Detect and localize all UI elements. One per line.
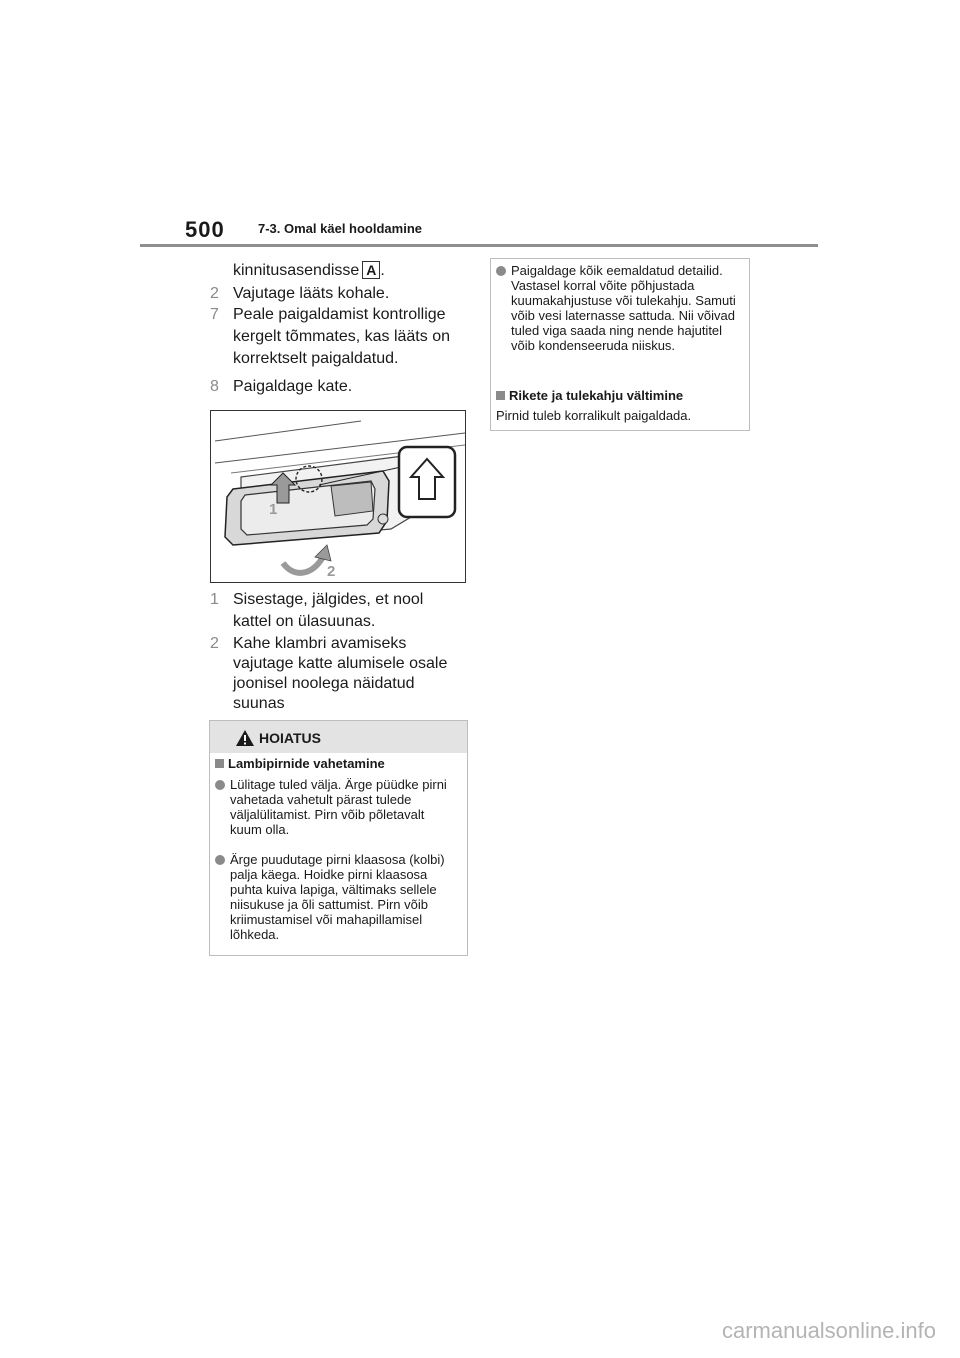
info-subheading bbox=[496, 388, 683, 403]
step-continued bbox=[233, 260, 385, 281]
step-text: Vajutage lääts kohale. bbox=[233, 285, 390, 302]
warning-bullet bbox=[215, 852, 463, 942]
bullet-dot-icon bbox=[215, 780, 225, 790]
step-continued-text: kinnitusasendisse bbox=[233, 262, 360, 279]
info-text: Pirnid tuleb korralikult paigaldada. bbox=[496, 408, 692, 423]
warning-box bbox=[209, 720, 468, 956]
step-item bbox=[210, 283, 465, 304]
watermark: carmanualsonline.info bbox=[721, 1318, 936, 1343]
warning-header bbox=[210, 721, 467, 753]
warning-bullet-text: Ärge puudutage pirni klaasosa (kolbi) palja käega. Hoidke pirni klaasosa puhta kuiva lapiga, vältimaks sellele niisukuse ja õli sattumist. Pirn võib kriimustamisel või mahapillamisel lõhkeda. bbox=[230, 852, 445, 942]
step-item bbox=[210, 634, 465, 714]
page-number: 500 bbox=[185, 217, 225, 242]
step-text: Paigaldage kate. bbox=[233, 378, 353, 395]
warning-triangle-icon bbox=[235, 729, 255, 747]
warning-title: HOIATUS bbox=[259, 730, 321, 746]
section-title: 7-3. Omal käel hooldamine bbox=[258, 221, 422, 236]
step-number: 7 bbox=[210, 306, 219, 323]
callout-1: 1 bbox=[269, 501, 278, 518]
step-item bbox=[210, 376, 465, 397]
step-item bbox=[210, 589, 465, 633]
step-item bbox=[210, 304, 465, 370]
bullet-dot-icon bbox=[496, 266, 506, 276]
step-text: Kahe klambri avamiseks vajutage katte alumisele osale joonisel noolega näidatud suunas bbox=[233, 635, 448, 712]
info-bullet-text: Paigaldage kõik eemaldatud detailid. Vastasel korral võite põhjustada kuumakahjustuse või tulekahju. Samuti võib vesi laternasse sattuda. Nii võivad tuled viga saada ning nende hajutitel võib kondenseeruda niiskus. bbox=[511, 263, 736, 353]
lamp-cover-drawing bbox=[211, 411, 465, 582]
info-box bbox=[490, 258, 750, 431]
warning-bullet bbox=[215, 777, 457, 837]
info-bullet bbox=[496, 263, 744, 353]
step-number: 8 bbox=[210, 378, 219, 395]
step-text: Peale paigaldamist kontrollige kergelt tõmmates, kas lääts on korrektselt paigaldatud. bbox=[233, 306, 450, 367]
warning-subheading-text: Lambipirnide vahetamine bbox=[228, 756, 385, 771]
warning-subheading bbox=[215, 756, 385, 771]
marker-a: A bbox=[362, 261, 380, 279]
header-divider bbox=[140, 244, 818, 247]
step-number: 2 bbox=[210, 635, 219, 652]
step-number: 1 bbox=[210, 591, 219, 608]
warning-bullet-text: Lülitage tuled välja. Ärge püüdke pirni vahetada vahetult pärast tulede väljalülitamist. Pirn võib põletavalt kuum olla. bbox=[230, 777, 447, 837]
callout-2: 2 bbox=[327, 563, 336, 580]
step-text: Sisestage, jälgides, et nool kattel on ülasuunas. bbox=[233, 591, 424, 630]
square-bullet-icon bbox=[215, 759, 224, 768]
info-subheading-text: Rikete ja tulekahju vältimine bbox=[509, 388, 684, 403]
step-number: 2 bbox=[210, 285, 219, 302]
lamp-cover-illustration bbox=[210, 410, 466, 583]
step-period: . bbox=[380, 262, 385, 279]
square-bullet-icon bbox=[496, 391, 505, 400]
bullet-dot-icon bbox=[215, 855, 225, 865]
